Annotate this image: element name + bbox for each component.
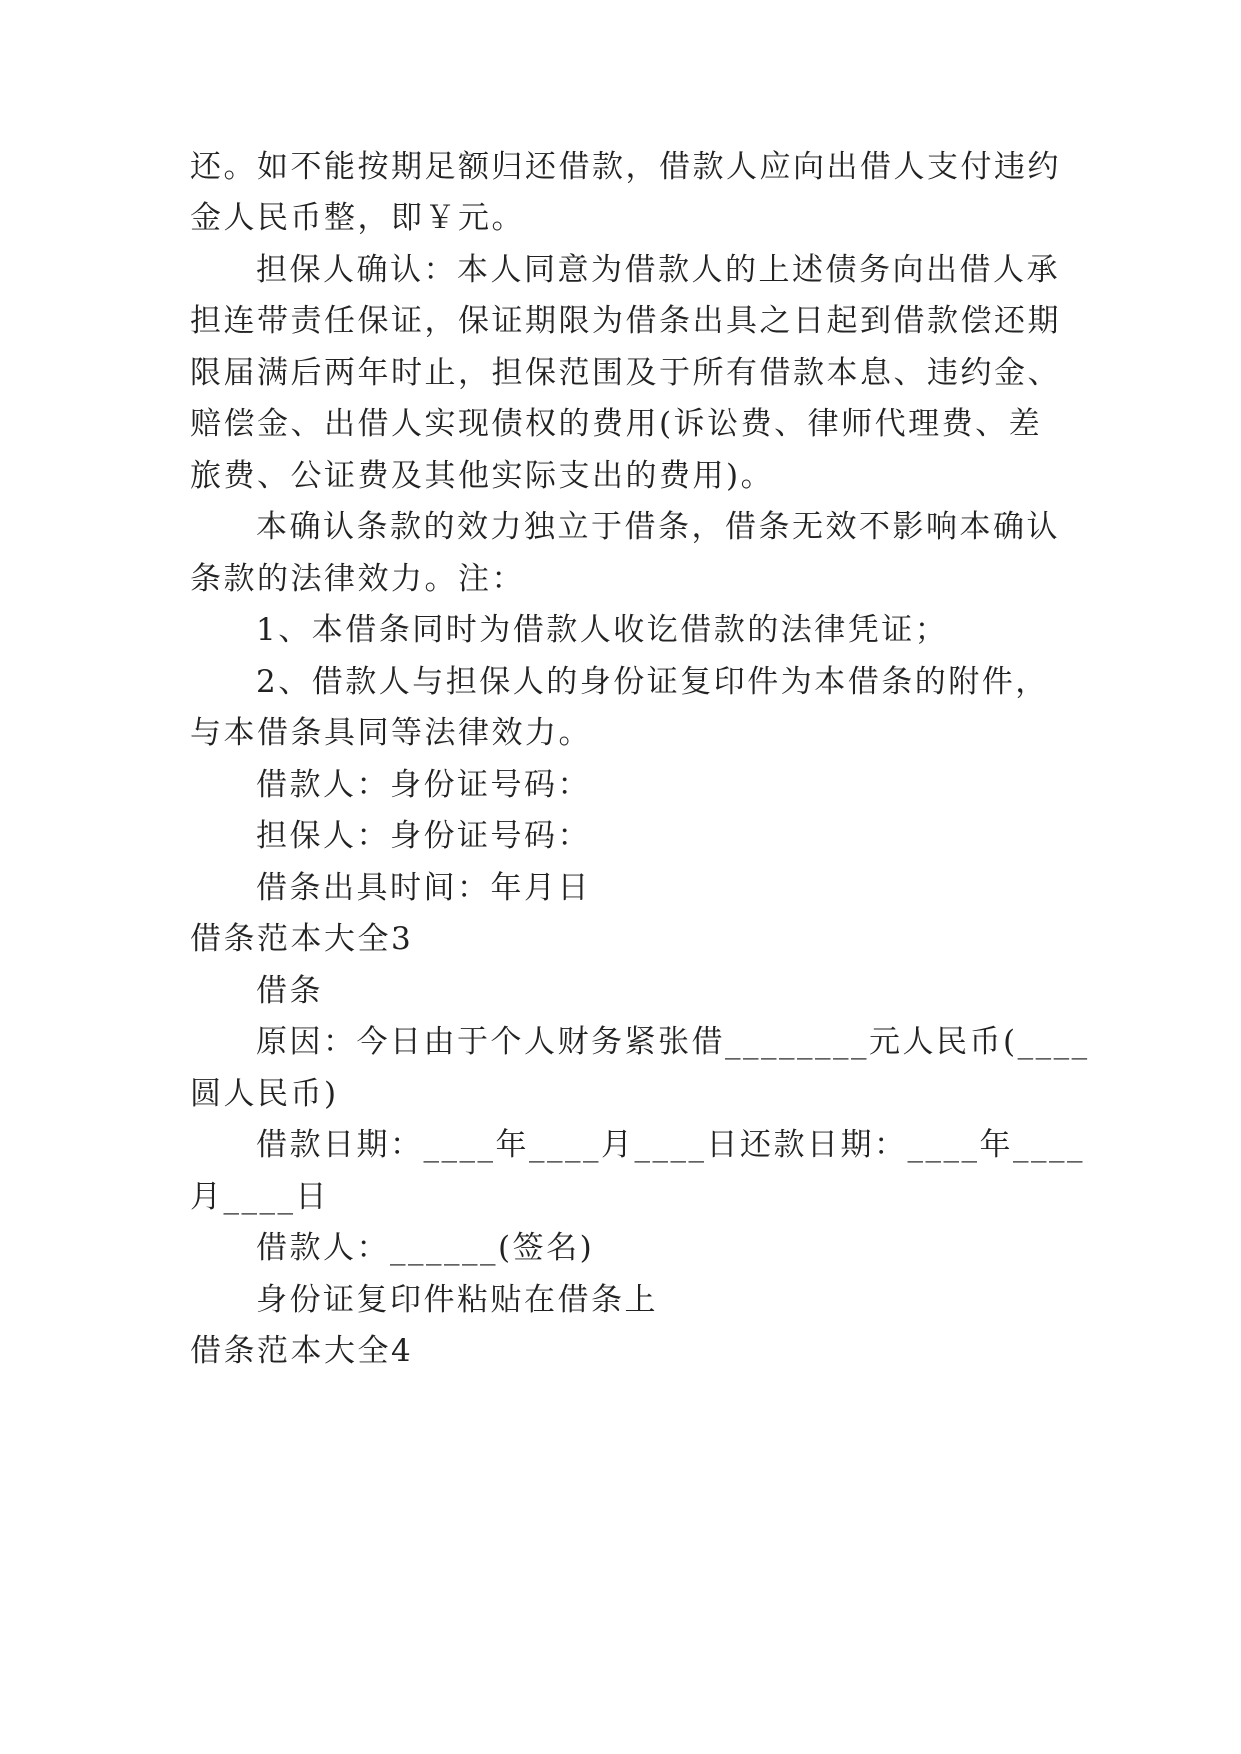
paragraph-line: 条款的法律效力。注： [190, 561, 525, 597]
paragraph-line: 1、本借条同时为借款人收讫借款的法律凭证； [256, 612, 949, 648]
paragraph-line: 担保人确认：本人同意为借款人的上述债务向出借人承 [256, 252, 1060, 288]
paragraph-line: 借款人：身份证号码： [256, 767, 591, 803]
paragraph-line: 借款日期：____年____月____日还款日期：____年____ [256, 1127, 1085, 1163]
paragraph-line: 担连带责任保证，保证期限为借条出具之日起到借款偿还期 [190, 303, 1061, 339]
paragraph-line: 赔偿金、出借人实现债权的费用(诉讼费、律师代理费、差 [190, 406, 1043, 442]
paragraph-line: 本确认条款的效力独立于借条，借条无效不影响本确认 [256, 509, 1060, 545]
paragraph-line: 原因：今日由于个人财务紧张借________元人民币(____ [256, 1024, 1090, 1060]
paragraph-line: 借款人：______(签名) [256, 1230, 595, 1266]
paragraph-line: 身份证复印件粘贴在借条上 [256, 1282, 658, 1318]
paragraph-line: 圆人民币) [190, 1076, 339, 1112]
section-heading: 借条范本大全4 [190, 1333, 414, 1369]
paragraph-line: 2、借款人与担保人的身份证复印件为本借条的附件， [256, 664, 1049, 700]
paragraph-line: 金人民币整，即￥元。 [190, 200, 525, 236]
paragraph-line: 还。如不能按期足额归还借款，借款人应向出借人支付违约 [190, 149, 1061, 185]
paragraph-line: 旅费、公证费及其他实际支出的费用)。 [190, 458, 775, 494]
paragraph-line: 限届满后两年时止，担保范围及于所有借款本息、违约金、 [190, 355, 1061, 391]
section-heading: 借条范本大全3 [190, 921, 414, 957]
paragraph-line: 月____日 [190, 1179, 329, 1215]
paragraph-line: 担保人：身份证号码： [256, 818, 591, 854]
paragraph-line: 与本借条具同等法律效力。 [190, 715, 592, 751]
note-title: 借条 [256, 973, 323, 1009]
paragraph-line: 借条出具时间：年月日 [256, 870, 591, 906]
